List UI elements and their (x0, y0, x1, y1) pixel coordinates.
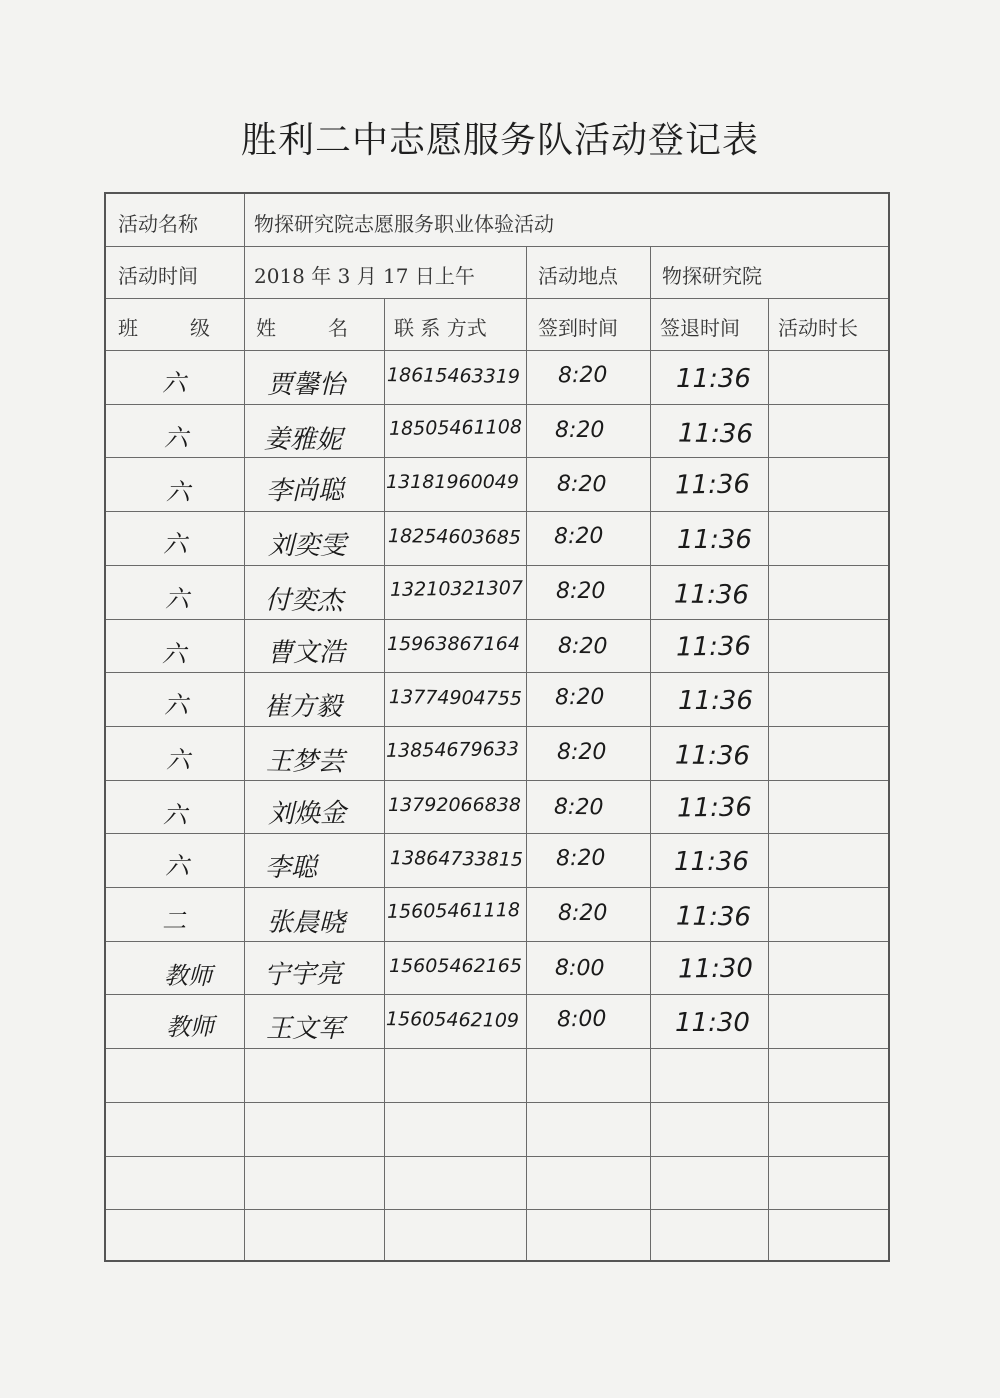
row-divider (106, 1048, 888, 1049)
registration-table (104, 192, 890, 1262)
name-cell: 王梦芸 (265, 746, 345, 778)
name-cell: 李尚聪 (265, 475, 345, 507)
sign-in-cell: 8:20 (556, 578, 606, 604)
sign-out-cell: 11:36 (676, 792, 753, 824)
phone-cell: 15605462109 (385, 1008, 520, 1033)
row-divider (106, 619, 888, 620)
row-divider (106, 780, 888, 781)
sign-out-cell: 11:30 (677, 953, 754, 985)
phone-cell: 18505461108 (388, 415, 523, 440)
activity-name-label: 活动名称 (118, 212, 198, 236)
sign-out-cell: 11:36 (674, 740, 751, 772)
sign-out-cell: 11:36 (676, 364, 751, 394)
name-cell: 王文军 (266, 1014, 345, 1045)
sign-in-cell: 8:20 (555, 417, 605, 443)
phone-cell: 13854679633 (385, 737, 520, 762)
sign-in-cell: 8:20 (555, 845, 606, 872)
class-cell: 六 (166, 745, 190, 774)
sign-in-cell: 8:20 (558, 901, 608, 926)
row-divider (106, 833, 888, 834)
activity-name-value: 物探研究院志愿服务职业体验活动 (254, 212, 554, 236)
phone-cell: 13792066838 (388, 793, 521, 816)
column-header-sign-in: 签到时间 (538, 316, 618, 340)
name-cell: 刘焕金 (267, 798, 347, 830)
sign-out-cell: 11:36 (677, 525, 752, 556)
location-label: 活动地点 (538, 264, 618, 288)
sign-out-cell: 11:36 (674, 469, 751, 501)
row-divider (106, 350, 888, 351)
sign-in-cell: 8:00 (554, 955, 605, 982)
class-cell: 六 (161, 639, 187, 668)
column-divider (650, 246, 651, 298)
sign-out-cell: 11:36 (678, 686, 753, 717)
phone-cell: 13864733815 (389, 847, 524, 872)
activity-time-label: 活动时间 (118, 264, 198, 288)
row-divider (106, 511, 888, 512)
name-cell: 付奕杰 (264, 585, 344, 617)
phone-cell: 15605461118 (386, 899, 521, 923)
column-divider (526, 246, 527, 298)
row-divider (106, 726, 888, 727)
sign-out-cell: 11:36 (673, 579, 750, 611)
name-cell: 李聪 (265, 853, 318, 884)
class-cell: 六 (161, 368, 187, 398)
class-cell: 六 (163, 691, 189, 720)
row-divider (106, 941, 888, 942)
activity-time-value: 2018 年 3 月 17 日上午 (254, 264, 475, 288)
sign-in-cell: 8:20 (554, 684, 605, 711)
row-divider (106, 994, 888, 995)
sign-in-cell: 8:20 (557, 633, 608, 659)
column-header-duration: 活动时长 (778, 316, 858, 340)
phone-cell: 13210321307 (389, 576, 524, 601)
phone-cell: 13774904755 (388, 686, 523, 711)
sign-out-cell: 11:30 (675, 1008, 750, 1039)
name-cell: 张晨晓 (266, 907, 346, 939)
row-divider (106, 404, 888, 405)
phone-cell: 15963867164 (387, 632, 520, 655)
form-title: 胜利二中志愿服务队活动登记表 (240, 120, 759, 161)
class-cell: 六 (162, 800, 188, 829)
row-divider (106, 672, 888, 673)
column-header-sign-out: 签退时间 (660, 316, 740, 340)
sign-in-cell: 8:20 (557, 362, 608, 389)
phone-cell: 18615463319 (386, 364, 521, 388)
sign-out-cell: 11:36 (675, 901, 752, 933)
row-divider (106, 246, 888, 247)
sign-in-cell: 8:20 (556, 472, 607, 498)
sign-out-cell: 11:36 (675, 630, 752, 663)
row-divider (106, 298, 888, 299)
sign-out-cell: 11:36 (677, 418, 754, 450)
sign-in-cell: 8:20 (557, 739, 607, 765)
class-cell: 教师 (165, 1013, 215, 1042)
sign-in-cell: 8:20 (553, 523, 604, 550)
row-divider (106, 1156, 888, 1157)
name-cell: 刘奕雯 (268, 531, 347, 562)
location-value: 物探研究院 (662, 264, 762, 288)
row-divider (106, 1102, 888, 1103)
sign-in-cell: 8:20 (553, 794, 604, 820)
name-cell: 宁宇亮 (263, 959, 343, 991)
class-cell: 六 (164, 423, 188, 452)
class-cell: 教师 (163, 961, 213, 991)
column-header-class: 班 级 (118, 316, 214, 340)
phone-cell: 13181960049 (386, 471, 519, 494)
row-divider (106, 887, 888, 888)
column-divider (244, 194, 245, 298)
class-cell: 六 (162, 529, 188, 559)
phone-cell: 15605462165 (389, 954, 522, 977)
name-cell: 姜雅妮 (263, 424, 343, 456)
name-cell: 曹文浩 (266, 636, 346, 669)
phone-cell: 18254603685 (387, 525, 522, 550)
column-header-name: 姓 名 (256, 316, 352, 340)
row-divider (106, 1209, 888, 1210)
class-cell: 六 (165, 584, 189, 613)
class-cell: 六 (165, 478, 191, 507)
class-cell: 六 (164, 852, 190, 881)
row-divider (106, 565, 888, 566)
class-cell: 二 (162, 907, 186, 935)
sign-out-cell: 11:36 (674, 847, 749, 878)
column-header-contact: 联 系 方式 (394, 316, 487, 340)
name-cell: 贾馨怡 (267, 370, 346, 400)
sign-in-cell: 8:00 (556, 1007, 607, 1033)
row-divider (106, 457, 888, 458)
name-cell: 崔方毅 (264, 692, 343, 723)
